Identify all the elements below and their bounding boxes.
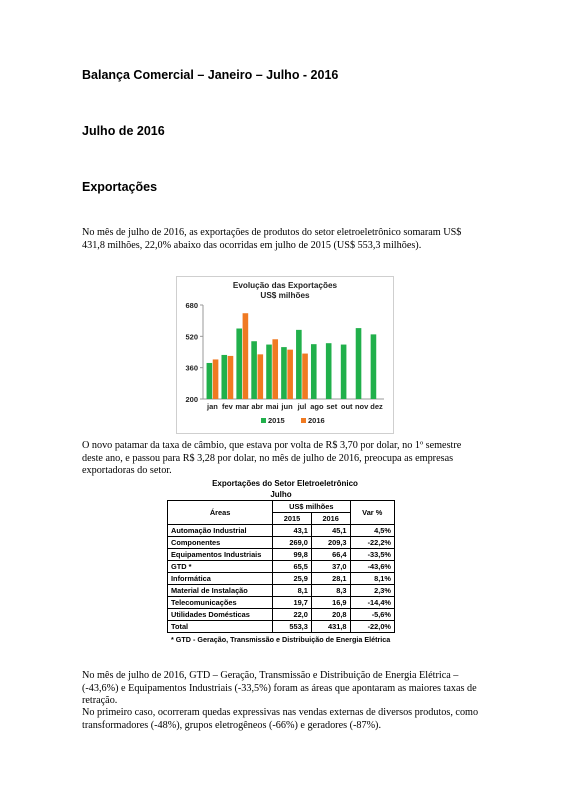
- bar-2016-mai: [272, 339, 278, 399]
- var-cell: -33,5%: [350, 549, 395, 561]
- table-footnote: * GTD - Geração, Transmissão e Distribuição de Energia Elétrica: [171, 635, 391, 644]
- value-2015-cell: 19,7: [273, 597, 312, 609]
- value-2016-cell: 28,1: [311, 573, 350, 585]
- var-cell: 2,3%: [350, 585, 395, 597]
- table-row: [168, 525, 395, 537]
- table-subtitle: Julho: [270, 490, 292, 499]
- bar-2015-mar: [236, 329, 242, 400]
- area-cell: Material de Instalação: [168, 585, 273, 597]
- paragraph-exports-summary: No mês de julho de 2016, as exportações de produtos do setor eletroeletrônico somaram US$ 431,8 milhões, 22,0% abaixo das ocorridas em julho de 2015 (US$ 553,3 milhões).: [82, 227, 462, 251]
- bar-2016-jun: [287, 350, 293, 399]
- value-2015-cell: 25,9: [273, 573, 312, 585]
- exports-table-body: [168, 525, 395, 633]
- value-2016-cell: 8,3: [311, 585, 350, 597]
- var-cell: -5,6%: [350, 609, 395, 621]
- value-2016-cell: 66,4: [311, 549, 350, 561]
- bar-2015-jun: [281, 347, 287, 399]
- paragraph-exchange-rate: O novo patamar da taxa de câmbio, que estava por volta de R$ 3,70 por dolar, no 1º semestre deste ano, e passou para R$ 3,28 por dolar, no mês de julho de 2016, preocupa as empresas exportadoras do setor.: [82, 440, 462, 477]
- var-cell: -22,0%: [350, 621, 395, 633]
- x-tick-label: set: [326, 402, 338, 411]
- table-row: [168, 573, 395, 585]
- var-cell: -14,4%: [350, 597, 395, 609]
- value-2016-cell: 209,3: [311, 537, 350, 549]
- bar-2015-ago: [311, 344, 317, 399]
- bar-2016-jan: [213, 359, 219, 399]
- value-2016-cell: 37,0: [311, 561, 350, 573]
- bar-2015-jan: [207, 363, 213, 399]
- table-title: Exportações do Setor Eletroeletrônico: [212, 479, 358, 488]
- header-var: Var %: [350, 501, 395, 525]
- var-cell: -22,2%: [350, 537, 395, 549]
- value-2016-cell: 16,9: [311, 597, 350, 609]
- bar-2016-jul: [302, 354, 308, 399]
- x-tick-label: jan: [207, 402, 218, 411]
- value-2016-cell: 431,8: [311, 621, 350, 633]
- x-tick-label: out: [340, 402, 353, 411]
- x-tick-label: ago: [310, 402, 324, 411]
- value-2016-cell: 20,8: [311, 609, 350, 621]
- x-tick-label: jun: [281, 402, 293, 411]
- document-title: Balança Comercial – Janeiro – Julho - 2016: [82, 68, 339, 82]
- exports-chart: [176, 276, 394, 434]
- paragraph-gtd-retraction: No mês de julho de 2016, GTD – Geração, Transmissão e Distribuição de Energia Elétrica – (-43,6%) e Equipamentos Industriais (-33,5%) foram as áreas que apontaram as maiores taxas de retração.: [82, 670, 477, 707]
- month-heading: Julho de 2016: [82, 124, 165, 138]
- header-us-millions: US$ milhões: [273, 501, 350, 513]
- legend-label-2016: 2016: [308, 416, 325, 425]
- y-tick-label: 360: [185, 363, 198, 373]
- chart-subtitle: US$ milhões: [260, 291, 310, 300]
- table-row: [168, 549, 395, 561]
- area-cell: GTD *: [168, 561, 273, 573]
- var-cell: 4,5%: [350, 525, 395, 537]
- legend-swatch-2015: [261, 418, 266, 423]
- header-2016: 2016: [311, 513, 350, 525]
- var-cell: 8,1%: [350, 573, 395, 585]
- table-row: [168, 561, 395, 573]
- table-row: [168, 621, 395, 633]
- x-tick-label: nov: [354, 402, 369, 411]
- x-tick-label: abr: [251, 402, 264, 411]
- value-2015-cell: 553,3: [273, 621, 312, 633]
- exports-table-block: [167, 478, 403, 644]
- value-2015-cell: 99,8: [273, 549, 312, 561]
- bar-2015-abr: [251, 341, 257, 399]
- table-row: [168, 609, 395, 621]
- area-cell: Componentes: [168, 537, 273, 549]
- x-tick-label: dez: [370, 402, 383, 411]
- chart-title: Evolução das Exportações: [232, 281, 338, 290]
- bar-2015-nov: [356, 328, 362, 399]
- table-row: [168, 537, 395, 549]
- area-cell: Total: [168, 621, 273, 633]
- header-2015: 2015: [273, 513, 312, 525]
- x-tick-label: mar: [235, 402, 250, 411]
- legend-label-2015: 2015: [268, 416, 285, 425]
- exports-table: [167, 500, 395, 633]
- y-tick-label: 520: [185, 332, 198, 342]
- value-2016-cell: 45,1: [311, 525, 350, 537]
- x-tick-label: jul: [297, 402, 307, 411]
- header-areas: Áreas: [168, 501, 273, 525]
- bar-2015-set: [326, 343, 332, 399]
- area-cell: Equipamentos Industriais: [168, 549, 273, 561]
- x-tick-label: mai: [265, 402, 279, 411]
- bar-2016-abr: [258, 354, 264, 399]
- value-2015-cell: 8,1: [273, 585, 312, 597]
- area-cell: Informática: [168, 573, 273, 585]
- paragraph-product-drops: No primeiro caso, ocorreram quedas expressivas nas vendas externas de diversos produtos, como transformadores (-48%), grupos eletrogêneos (-66%) e geradores (-87%).: [82, 707, 479, 731]
- table-row: [168, 585, 395, 597]
- bar-2016-mar: [243, 313, 249, 399]
- value-2015-cell: 22,0: [273, 609, 312, 621]
- bar-2015-dez: [371, 334, 377, 399]
- value-2015-cell: 43,1: [273, 525, 312, 537]
- bar-2015-fev: [221, 355, 227, 399]
- exports-chart-svg: [177, 277, 393, 433]
- bar-2015-mai: [266, 345, 272, 399]
- y-tick-label: 200: [185, 395, 198, 404]
- table-row: [168, 597, 395, 609]
- x-tick-label: fev: [221, 402, 233, 411]
- bar-2015-jul: [296, 330, 302, 399]
- area-cell: Utilidades Domésticas: [168, 609, 273, 621]
- legend-swatch-2016: [301, 418, 306, 423]
- y-tick-label: 680: [185, 301, 198, 310]
- section-heading-exportacoes: Exportações: [82, 180, 158, 194]
- bar-2016-fev: [228, 356, 234, 399]
- value-2015-cell: 269,0: [273, 537, 312, 549]
- area-cell: Telecomunicações: [168, 597, 273, 609]
- area-cell: Automação Industrial: [168, 525, 273, 537]
- value-2015-cell: 65,5: [273, 561, 312, 573]
- bar-2015-out: [341, 345, 347, 399]
- var-cell: -43,6%: [350, 561, 395, 573]
